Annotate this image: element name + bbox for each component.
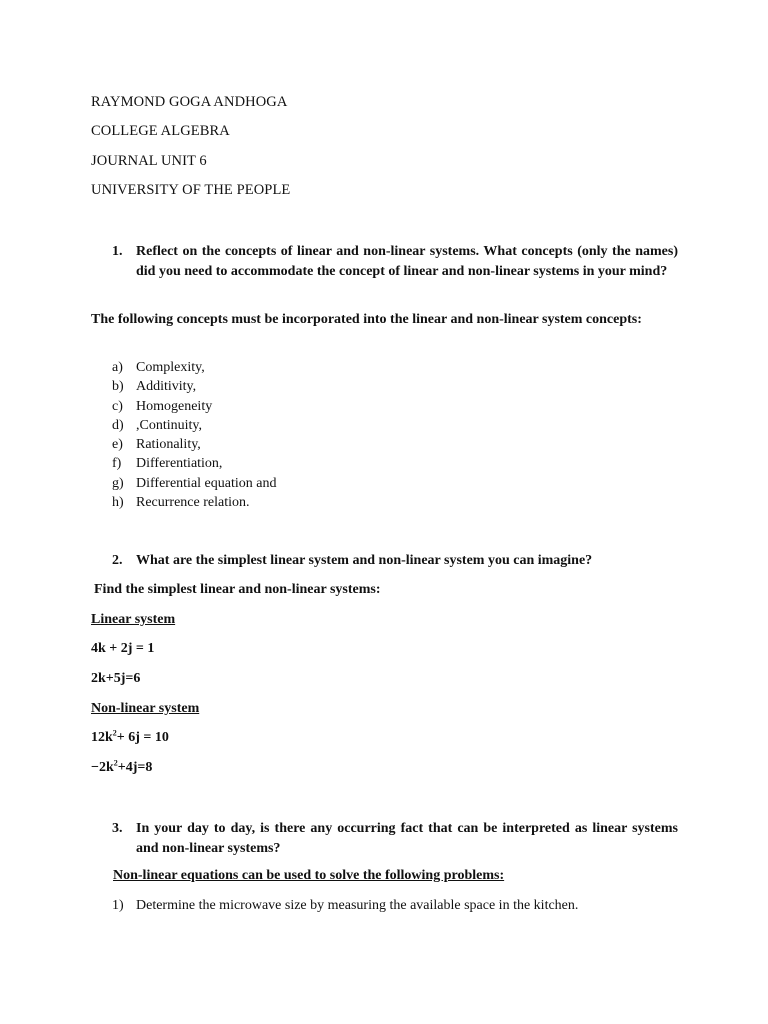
question-number: 3. <box>112 821 123 836</box>
journal-title: JOURNAL UNIT 6 <box>91 153 207 169</box>
list-item: c) Homogeneity <box>112 398 213 414</box>
linear-system-heading: Linear system <box>91 612 176 627</box>
university-name: UNIVERSITY OF THE PEOPLE <box>91 182 291 198</box>
list-item: h) Recurrence relation. <box>112 495 250 511</box>
question-text: Reflect on the concepts of linear and non-linear systems. What concepts (only the names) did you need to accommodate the concept of linear and non-linear systems in your mind? <box>136 244 678 279</box>
nonlinear-equation-1: $12k^2+ 6j = 10$ <box>91 728 169 745</box>
course-name: COLLEGE ALGEBRA <box>91 123 230 139</box>
question-2 <box>112 551 678 571</box>
list-item: a) Complexity, <box>112 360 205 375</box>
list-item: f) Differentiation, <box>112 456 223 472</box>
concepts-list <box>112 358 276 512</box>
answer-2-intro: Find the simplest linear and non-linear systems: <box>94 582 381 597</box>
list-item: e) Rationality, <box>112 437 201 453</box>
linear-equation-2: 2k+5j=6 <box>91 671 141 686</box>
answer-1-intro: The following concepts must be incorporated into the linear and non-linear system concepts: <box>91 312 642 327</box>
question-text: What are the simplest linear system and non-linear system you can imagine? <box>136 553 593 568</box>
problems-subheading: Non-linear equations can be used to solve the following problems: <box>113 868 505 883</box>
list-item: g) Differential equation and <box>112 475 277 491</box>
list-item: 1) Determine the microwave size by measuring the available space in the kitchen. <box>112 898 579 913</box>
question-number: 1. <box>112 244 123 259</box>
author-name: RAYMOND GOGA ANDHOGA <box>91 94 288 110</box>
question-3 <box>112 819 678 858</box>
nonlinear-equation-2: $-2k^2+4j=8$ <box>91 758 153 775</box>
list-item: b) Additivity, <box>112 379 197 395</box>
question-number: 2. <box>112 553 123 568</box>
question-text: In your day to day, is there any occurring fact that can be interpreted as linear systems and non-linear systems? <box>136 821 678 856</box>
list-item: d) ,Continuity, <box>112 417 202 433</box>
question-1 <box>112 242 678 281</box>
nonlinear-system-heading: Non-linear system <box>91 701 200 716</box>
linear-equation-1: 4k + 2j = 1 <box>91 641 155 656</box>
